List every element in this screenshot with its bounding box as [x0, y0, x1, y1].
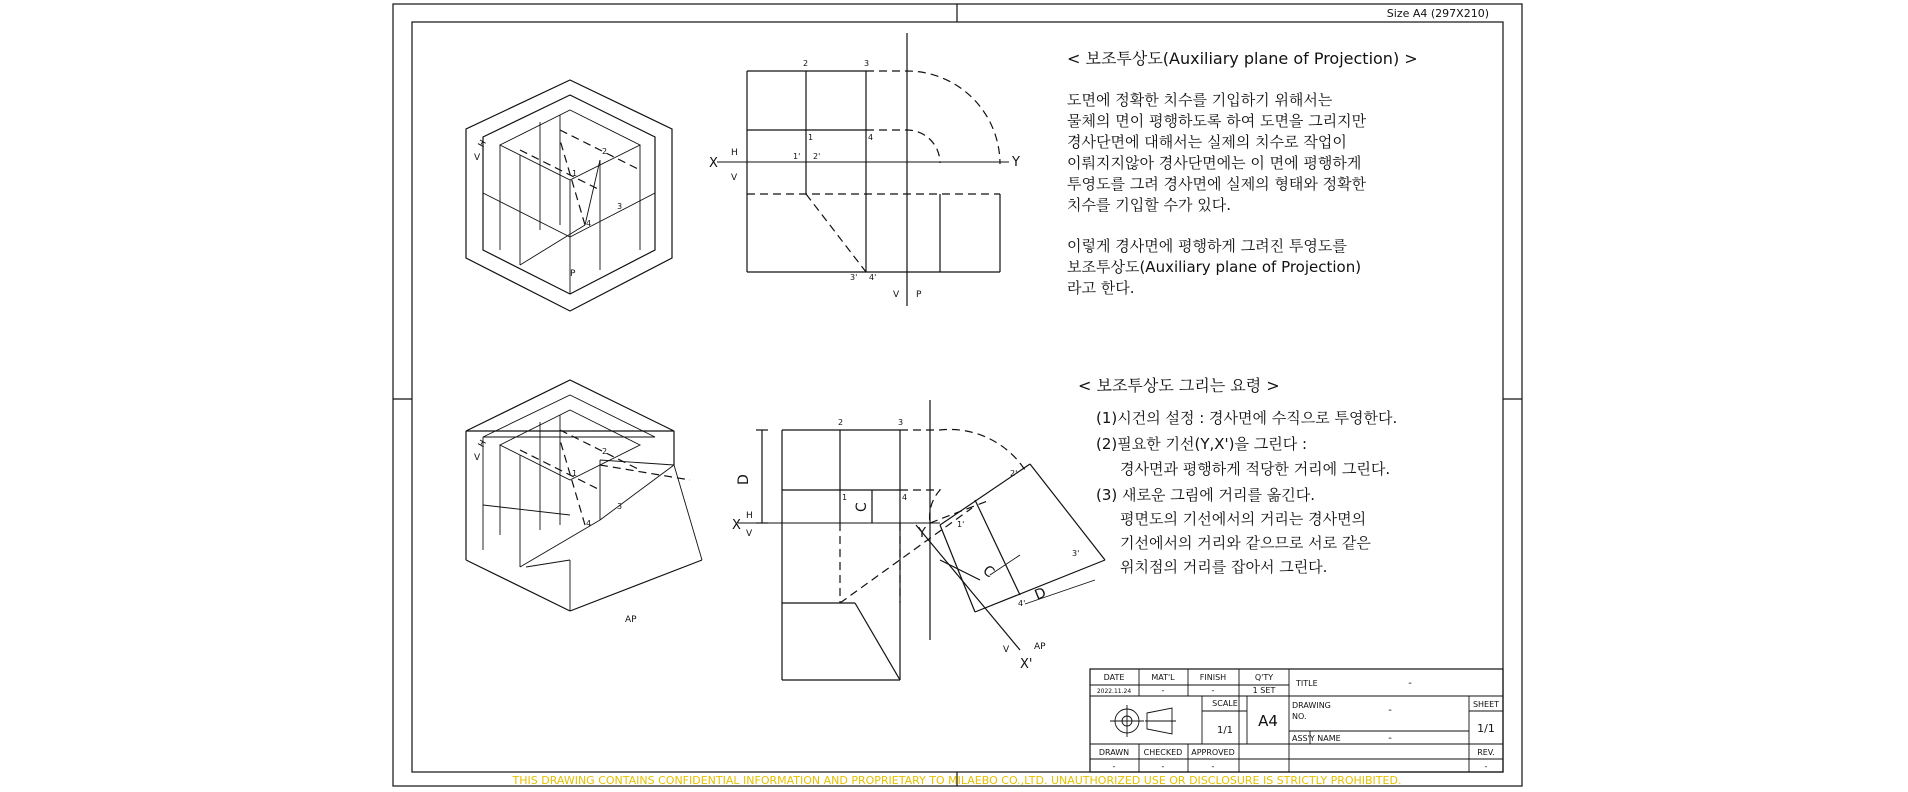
label-3-iso2: 3 — [617, 502, 623, 511]
section2-heading: < 보조투상도 그리는 요령 > — [1078, 376, 1280, 395]
label-H-2: H — [731, 148, 738, 158]
label-3-aux: 3 — [898, 418, 904, 427]
label-D-2: D — [1032, 584, 1049, 604]
finish-header: FINISH — [1199, 673, 1227, 682]
qty-value: 1 SET — [1252, 686, 1276, 695]
drawn-header: DRAWN — [1098, 748, 1130, 757]
label-1p-aux: 1' — [957, 520, 965, 529]
label-Y-2: Y — [918, 526, 926, 541]
title-header: TITLE — [1296, 679, 1318, 688]
label-4p-aux: 4' — [1018, 599, 1026, 608]
matl-header: MAT'L — [1151, 673, 1175, 682]
section1-heading: < 보조투상도(Auxiliary plane of Projection) > — [1067, 49, 1418, 68]
label-X-2: X — [732, 518, 741, 533]
label-1-aux: 1 — [842, 493, 848, 502]
approved-value: - — [1211, 762, 1215, 771]
label-2p-ortho: 2' — [813, 152, 821, 161]
label-AP-2: AP — [1034, 642, 1046, 652]
label-3p-aux: 3' — [1072, 549, 1080, 558]
label-D-1: D — [736, 474, 752, 485]
label-C-2: C — [979, 562, 998, 582]
label-1p-ortho: 1' — [793, 152, 801, 161]
section1-line: 치수를 기입할 수가 있다. — [1067, 196, 1231, 214]
label-1-iso: 1 — [572, 169, 578, 178]
label-H-1: H — [476, 138, 489, 150]
label-V-6: V — [1003, 645, 1010, 655]
section2-line: (3) 새로운 그림에 거리를 옮긴다. — [1096, 486, 1315, 504]
label-C-1: C — [854, 502, 870, 512]
scale-header: SCALE — [1212, 699, 1238, 708]
orthographic-view-top — [709, 33, 1020, 306]
label-1-ortho: 1 — [808, 133, 814, 142]
section2-line: 평면도의 기선에서의 거리는 경사면의 — [1120, 510, 1367, 528]
scale-value: 1/1 — [1216, 725, 1234, 736]
drawing-no-value: - — [1388, 705, 1392, 716]
size-value: A4 — [1258, 712, 1278, 730]
label-V-3: V — [893, 290, 900, 300]
section1-line: 도면에 정확한 치수를 기입하기 위해서는 — [1067, 91, 1333, 109]
label-Y-1: Y — [1012, 155, 1020, 170]
title-block — [1090, 669, 1503, 772]
explanation-section-1 — [1067, 49, 1418, 297]
label-V-5: V — [746, 529, 753, 539]
isometric-view-bottom — [466, 380, 702, 625]
section2-line: (2)필요한 기선(Y,X')을 그린다 : — [1096, 435, 1308, 453]
auxiliary-view-bottom — [732, 400, 1105, 680]
confidential-notice: THIS DRAWING CONTAINS CONFIDENTIAL INFORMATION AND PROPRIETARY TO MILAEBO CO.,LTD. UNAUTHORIZED USE OR DISCLOSURE IS STRICTLY PROHIBITED. — [512, 774, 1402, 787]
label-H-4: H — [746, 511, 753, 521]
section1-line: 경사단면에 대해서는 실제의 치수로 작업이 — [1067, 133, 1347, 151]
label-X-1: X — [709, 156, 718, 171]
matl-value: - — [1161, 686, 1165, 695]
section1-line2: 라고 한다. — [1067, 279, 1135, 297]
section2-line: (1)시건의 설정 : 경사면에 수직으로 투영한다. — [1096, 409, 1398, 427]
section2-line: 위치점의 거리를 잡아서 그린다. — [1120, 558, 1328, 576]
label-3p-ortho: 3' — [850, 273, 858, 282]
label-H-3: H — [476, 438, 489, 450]
finish-value: - — [1211, 686, 1215, 695]
label-V-4: V — [474, 453, 481, 463]
drawn-value: - — [1112, 762, 1116, 771]
qty-header: Q'TY — [1254, 673, 1274, 682]
label-2-iso: 2 — [602, 147, 608, 156]
explanation-section-2 — [1078, 376, 1397, 576]
label-P-2: P — [916, 290, 922, 300]
rev-value: - — [1484, 762, 1488, 771]
section1-line2: 이렇게 경사면에 평행하게 그려진 투영도를 — [1067, 237, 1347, 255]
drawing-no-header: DRAWING — [1292, 701, 1331, 710]
approved-header: APPROVED — [1191, 748, 1235, 757]
assy-name-header: ASS'Y NAME — [1292, 734, 1341, 743]
title-value: - — [1408, 678, 1412, 689]
size-label: Size A4 (297X210) — [1386, 7, 1489, 20]
checked-value: - — [1161, 762, 1165, 771]
label-V-2: V — [731, 173, 738, 183]
section1-line2: 보조투상도(Auxiliary plane of Projection) — [1067, 258, 1362, 276]
section1-line: 투영도를 그려 경사면에 실제의 형태와 정확한 — [1067, 175, 1367, 193]
label-4p-ortho: 4' — [869, 273, 877, 282]
section2-line: 기선에서의 거리와 같으므로 서로 같은 — [1120, 534, 1371, 552]
sheet-header: SHEET — [1472, 700, 1500, 709]
label-V-1: V — [474, 153, 481, 163]
label-2p-aux: 2' — [1010, 469, 1018, 478]
sheet-value: 1/1 — [1477, 722, 1495, 735]
label-3-iso: 3 — [617, 202, 623, 211]
section2-line: 경사면과 평행하게 적당한 거리에 그린다. — [1120, 460, 1391, 478]
label-Xp: X' — [1020, 657, 1033, 672]
label-4-iso: 4 — [586, 219, 592, 228]
label-4-aux: 4 — [902, 493, 908, 502]
label-AP-1: AP — [625, 615, 637, 625]
rev-header: REV. — [1477, 748, 1495, 757]
date-header: DATE — [1103, 673, 1125, 682]
section1-line: 이뤄지지않아 경사단면에는 이 면에 평행하게 — [1067, 154, 1362, 172]
projection-symbol-icon — [1110, 705, 1176, 737]
label-2-iso2: 2 — [602, 447, 608, 456]
label-2-ortho: 2 — [803, 59, 809, 68]
checked-header: CHECKED — [1143, 748, 1183, 757]
section1-line: 물체의 면이 평행하도록 하여 도면을 그리지만 — [1067, 112, 1367, 130]
label-2-aux: 2 — [838, 418, 844, 427]
label-4-iso2: 4 — [586, 519, 592, 528]
assy-name-value: - — [1388, 733, 1392, 744]
label-4-ortho: 4 — [868, 133, 874, 142]
label-1-iso2: 1 — [572, 469, 578, 478]
label-3-ortho: 3 — [864, 59, 870, 68]
drawing-no-header-2: NO. — [1292, 712, 1307, 721]
date-value: 2022.11.24 — [1096, 688, 1132, 695]
isometric-view-top — [466, 80, 672, 311]
label-P-1: P — [570, 269, 576, 279]
